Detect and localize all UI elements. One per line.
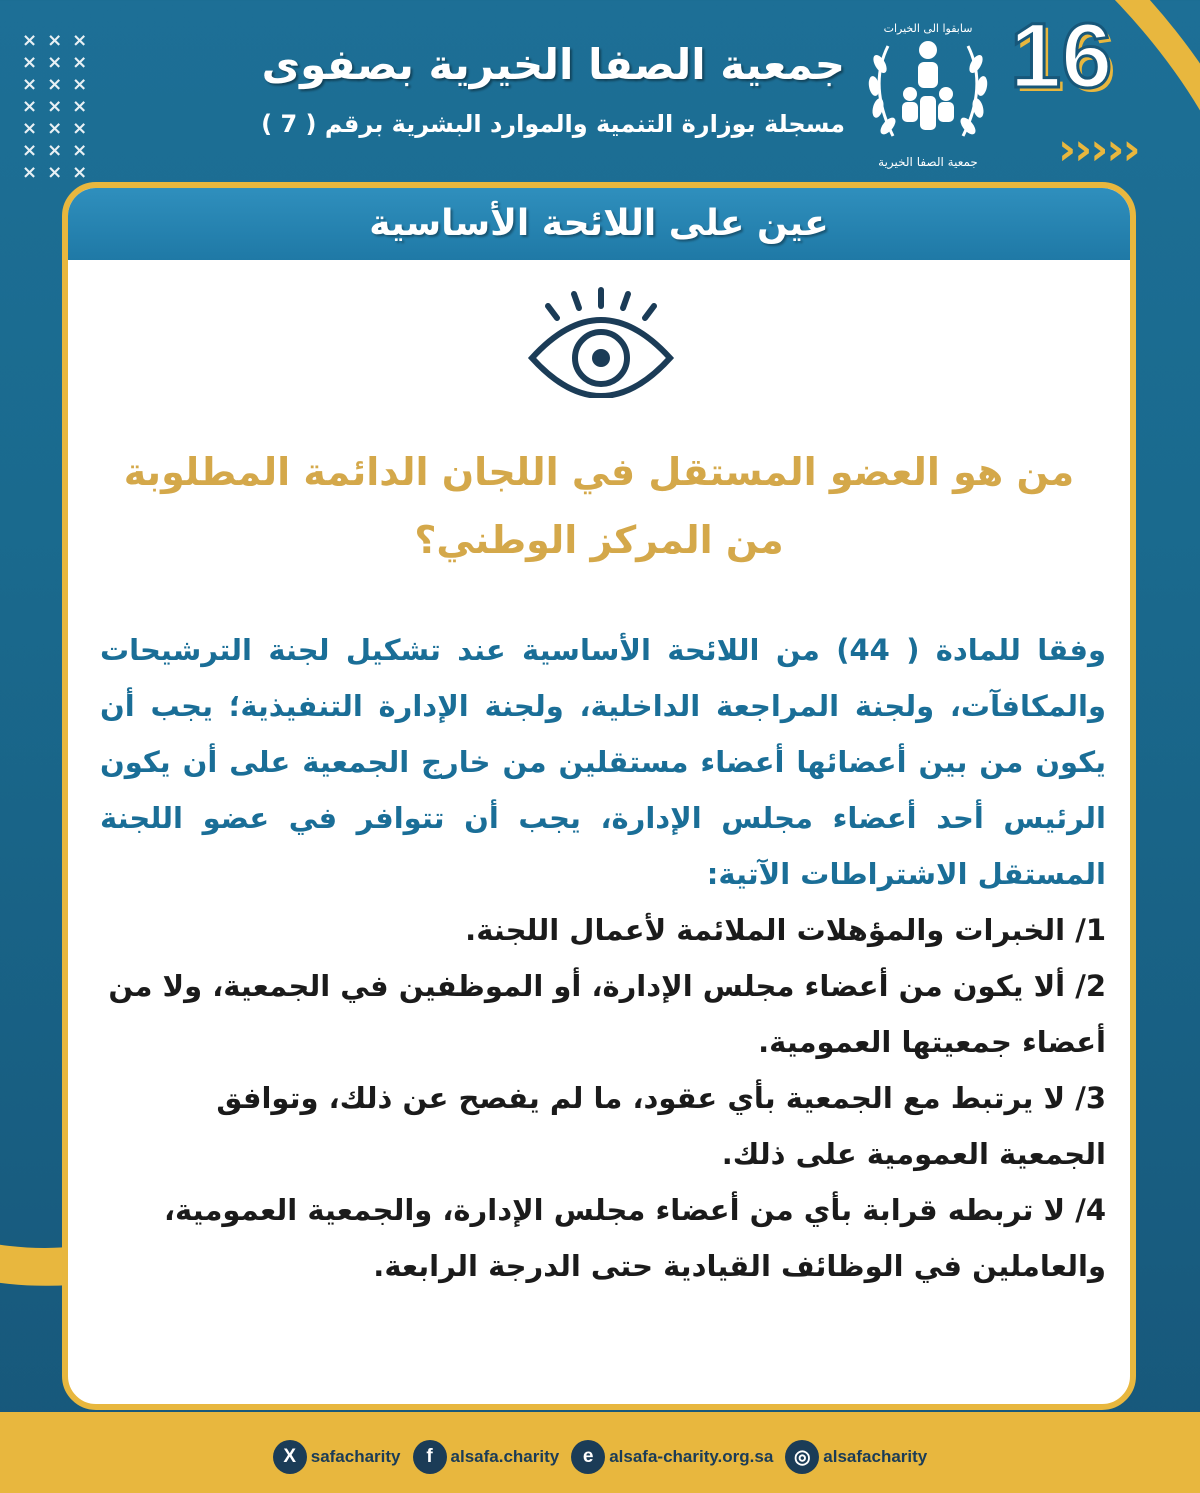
conditions-list: [100, 902, 1106, 1294]
question-title: من هو العضو المستقل في اللجان الدائمة المطلوبة من المركز الوطني؟: [123, 450, 1075, 562]
facebook-icon: f: [413, 1440, 447, 1474]
charity-name: جمعية الصفا الخيرية بصفوى: [261, 40, 845, 89]
social-handle: alsafacharity: [823, 1447, 928, 1466]
web-icon: e: [571, 1440, 605, 1474]
svg-text:سابقوا الى الخيرات: سابقوا الى الخيرات: [883, 22, 973, 35]
condition-item: 1/ الخبرات والمؤهلات الملائمة لأعمال اللجنة.: [465, 913, 1106, 947]
social-x[interactable]: [273, 1440, 401, 1474]
intro-paragraph: وفقا للمادة ( 44) من اللائحة الأساسية عند تشكيل لجنة الترشيحات والمكافآت، ولجنة المراجعة الداخلية، ولجنة الإدارة التنفيذية؛ يجب أن يكون من بين أعضائها أعضاء مستقلين من خارج الجمعية على أن يكون الرئيس أحد أعضاء مجلس الإدارة، يجب أن تتوافر في عضو اللجنة المستقل الاشتراطات الآتية:: [100, 633, 1106, 891]
instagram-icon: ◎: [785, 1440, 819, 1474]
card-heading: عين على اللائحة الأساسية: [68, 188, 1130, 260]
social-handle: alsafa.charity: [450, 1447, 560, 1466]
registration-subtitle: مسجلة بوزارة التنمية والموارد البشرية برقم ( 7 ): [261, 110, 845, 138]
x-icon: X: [273, 1440, 307, 1474]
charity-logo: [858, 16, 998, 174]
social-website[interactable]: [571, 1440, 773, 1474]
chevrons-icon: ›››››: [1058, 124, 1139, 175]
condition-item: 2/ ألا يكون من أعضاء مجلس الإدارة، أو الموظفين في الجمعية، ولا من أعضاء جمعيتها العمومية.: [108, 969, 1106, 1059]
social-footer: [0, 1424, 1200, 1490]
condition-item: 4/ لا تربطه قرابة بأي من أعضاء مجلس الإدارة، والجمعية العمومية، والعاملين في الوظائف القيادية حتى الدرجة الرابعة.: [164, 1193, 1106, 1283]
social-facebook[interactable]: [413, 1440, 560, 1474]
decorative-x-grid: ××× ××× ××× ××× ××× ××× ×××: [22, 30, 98, 183]
post-number: 16: [1010, 5, 1113, 107]
condition-item: 3/ لا يرتبط مع الجمعية بأي عقود، ما لم يفصح عن ذلك، وتوافق الجمعية العمومية على ذلك.: [216, 1081, 1106, 1171]
svg-text:جمعية الصفا الخيرية: جمعية الصفا الخيرية: [878, 155, 978, 169]
social-handle: safacharity: [310, 1447, 401, 1466]
eye-icon: [526, 286, 676, 398]
social-instagram[interactable]: [785, 1440, 927, 1474]
content-card: [62, 182, 1136, 1410]
website-url: alsafa-charity.org.sa: [609, 1447, 774, 1466]
